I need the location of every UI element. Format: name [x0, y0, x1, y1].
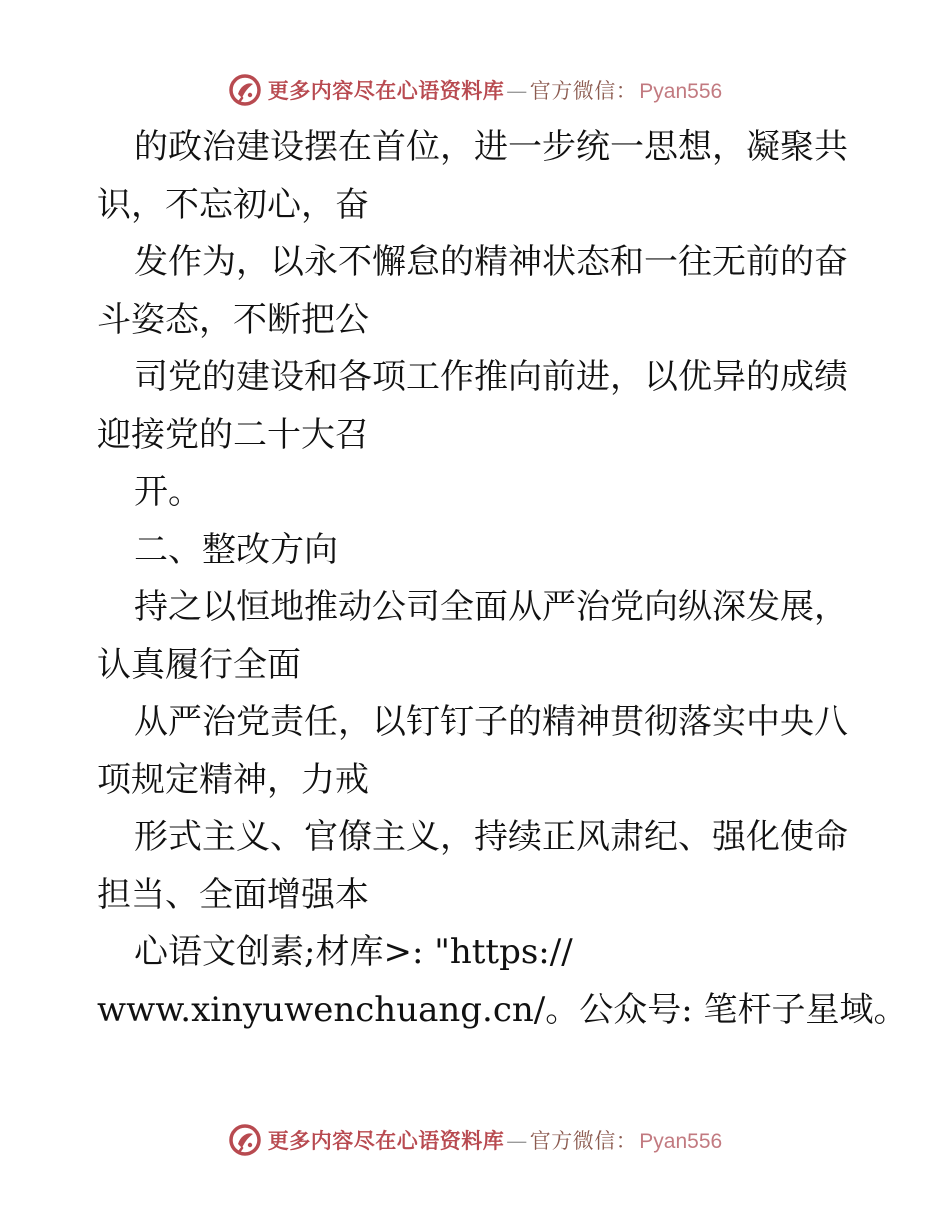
section-heading: 二、整改方向	[134, 529, 338, 570]
document-body	[97, 119, 908, 1039]
body-line-10: 认真履行全面	[97, 644, 301, 685]
footer-separator: —	[506, 1129, 528, 1153]
body-line-11: 从严治党责任，以钉钉子的精神贯彻落实中央八	[134, 702, 848, 742]
body-line-4: 斗姿态，不断把公	[97, 299, 369, 340]
footer-main-text: 更多内容尽在心语资料库	[267, 1128, 505, 1153]
body-line-12: 项规定精神，力戒	[97, 759, 369, 800]
footer-wechat-label: 官方微信：	[529, 1129, 638, 1153]
footer-wechat-id: Pyan556	[639, 1130, 723, 1153]
logo-icon	[228, 1123, 262, 1157]
header-banner	[0, 70, 950, 110]
body-line-15: 心语文创素;材库>: "https://	[134, 932, 573, 972]
body-line-7: 开。	[134, 472, 202, 512]
header-main-text: 更多内容尽在心语资料库	[267, 78, 505, 103]
body-line-6: 迎接党的二十大召	[97, 414, 369, 455]
header-wechat-label: 官方微信：	[529, 79, 638, 103]
body-line-9: 持之以恒地推动公司全面从严治党向纵深发展，	[134, 587, 848, 627]
footer-banner	[0, 1120, 950, 1160]
logo-icon	[228, 73, 262, 107]
body-line-14: 担当、全面增强本	[97, 874, 369, 915]
body-line-1: 的政治建设摆在首位，进一步统一思想，凝聚共	[134, 127, 848, 167]
footer-banner-text	[268, 1125, 722, 1155]
body-line-2: 识，不忘初心，奋	[97, 184, 369, 225]
body-line-16: www.xinyuwenchuang.cn/。公众号: 笔杆子星域。	[97, 989, 908, 1030]
header-banner-text	[268, 75, 722, 105]
header-wechat-id: Pyan556	[639, 80, 723, 103]
body-line-5: 司党的建设和各项工作推向前进，以优异的成绩	[134, 357, 848, 397]
body-line-13: 形式主义、官僚主义，持续正风肃纪、强化使命	[134, 817, 848, 857]
body-line-3: 发作为，以永不懈怠的精神状态和一往无前的奋	[134, 242, 848, 282]
header-separator: —	[506, 79, 528, 103]
